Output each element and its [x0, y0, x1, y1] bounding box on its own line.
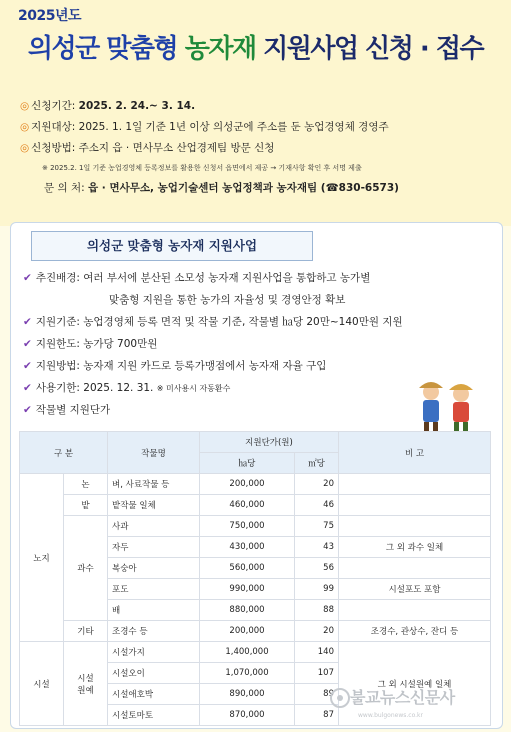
table-row: 시설오이 1,070,000 107	[20, 663, 491, 684]
header-per-m2: ㎡당	[295, 453, 339, 474]
target-label: 지원대상:	[31, 121, 76, 133]
detail-panel	[10, 222, 503, 729]
group-horti: 시설 원예	[64, 642, 108, 726]
info-method	[20, 138, 500, 159]
bullet-criteria: ✔ 지원기준: 농업경영체 등록 면적 및 작물 기준, 작물별 ㏊당 20만~140만원 지원	[23, 316, 403, 328]
table-header-row	[20, 432, 491, 453]
bullet-background: ✔ 추진배경: 여러 부서에 분산된 소모성 농자재 지원사업을 통합하고 농가별	[23, 272, 371, 284]
bullet-icon: ◎	[20, 100, 30, 112]
table-row: 노지 논 벼, 사료작물 등 200,000 20	[20, 474, 491, 495]
bullet-price-table: ✔ 작물별 지원단가	[23, 404, 111, 416]
notice-text: ※ 2025.2. 1일 기준 농업경영체 등록정보를 활용한 신청서 읍면에서 제공 → 기재사항 확인 후 서명 제출	[42, 164, 362, 172]
target-value: 2025. 1. 1일 기준 1년 이상 의성군에 주소를 둔 농업경영체 경영주	[78, 121, 389, 133]
title-part1: 의성군 맞춤형	[27, 34, 185, 64]
period-value: 2025. 2. 24.~ 3. 14.	[78, 100, 196, 112]
period-label: 신청기간:	[31, 100, 76, 112]
bullet-limit: ✔ 지원한도: 농가당 700만원	[23, 338, 158, 350]
table-row: 배 880,000 88	[20, 600, 491, 621]
panel-subtitle: 의성군 맞춤형 농자재 지원사업	[31, 231, 313, 261]
check-icon: ✔	[23, 404, 32, 416]
watermark-url: www.bulgonews.co.kr	[358, 712, 423, 719]
table-row: 밭 밭작물 일체 460,000 46	[20, 495, 491, 516]
header-per-ha: ㏊당	[200, 453, 295, 474]
table-row: 시설 시설 원예 시설가지 1,400,000 140 그 외 시설원예 일체	[20, 642, 491, 663]
page-title	[0, 28, 511, 65]
header-category: 구 분	[20, 432, 108, 474]
group-siseol: 시설	[20, 642, 64, 726]
horti-note: 그 외 시설원예 일체	[339, 642, 491, 726]
watermark-name: 불교뉴스신문사	[350, 688, 455, 707]
header-price: 지원단가(원)	[200, 432, 339, 453]
bullet-icon: ◎	[20, 121, 30, 133]
check-icon: ✔	[23, 316, 32, 328]
contact-value: 읍 · 면사무소, 농업기술센터 농업정책과 농자재팀 (☎830-6573)	[88, 182, 399, 194]
group-fruit: 과수	[64, 516, 108, 621]
header-note: 비 고	[339, 432, 491, 474]
table-row: 기타 조경수 등 200,000 20 조경수, 관상수, 잔디 등	[20, 621, 491, 642]
farmers-illustration	[411, 376, 481, 434]
table-row: 복숭아 560,000 56	[20, 558, 491, 579]
check-icon: ✔	[23, 382, 32, 394]
info-target	[20, 117, 500, 138]
table-row: 시설토마토 870,000 87	[20, 705, 491, 726]
check-icon: ✔	[23, 360, 32, 372]
contact-label: 문 의 처:	[44, 182, 85, 194]
method-label: 신청방법:	[31, 142, 76, 154]
bullet-background-cont: 맞춤형 지원을 통한 농가의 자율성 및 경영안정 확보	[109, 294, 346, 306]
bullet-deadline: ✔ 사용기한: 2025. 12. 31. ※ 미사용시 자동환수	[23, 382, 231, 394]
info-list	[20, 96, 500, 199]
bullet-method: ✔ 지원방법: 농자재 지원 카드로 등록가맹점에서 농자재 자율 구입	[23, 360, 327, 372]
check-icon: ✔	[23, 338, 32, 350]
info-period	[20, 96, 500, 117]
table-row: 시설애호박 890,000 89	[20, 684, 491, 705]
header-crop: 작물명	[108, 432, 200, 474]
info-contact	[20, 177, 500, 199]
table-row: 포도 990,000 99 시설포도 포함	[20, 579, 491, 600]
year-label: 2025년도	[18, 8, 82, 24]
group-nonji: 노지	[20, 474, 64, 642]
method-value: 주소지 읍 · 면사무소 산업경제팀 방문 신청	[78, 142, 275, 154]
table-row: 과수 사과 750,000 75	[20, 516, 491, 537]
bullet-icon: ◎	[20, 142, 30, 154]
title-part3: 지원사업 신청 · 접수	[255, 34, 484, 64]
table-row: 자두 430,000 43 그 외 과수 일체	[20, 537, 491, 558]
title-part2: 농자재	[184, 34, 256, 64]
check-icon: ✔	[23, 272, 32, 284]
deadline-note: ※ 미사용시 자동환수	[156, 384, 231, 393]
